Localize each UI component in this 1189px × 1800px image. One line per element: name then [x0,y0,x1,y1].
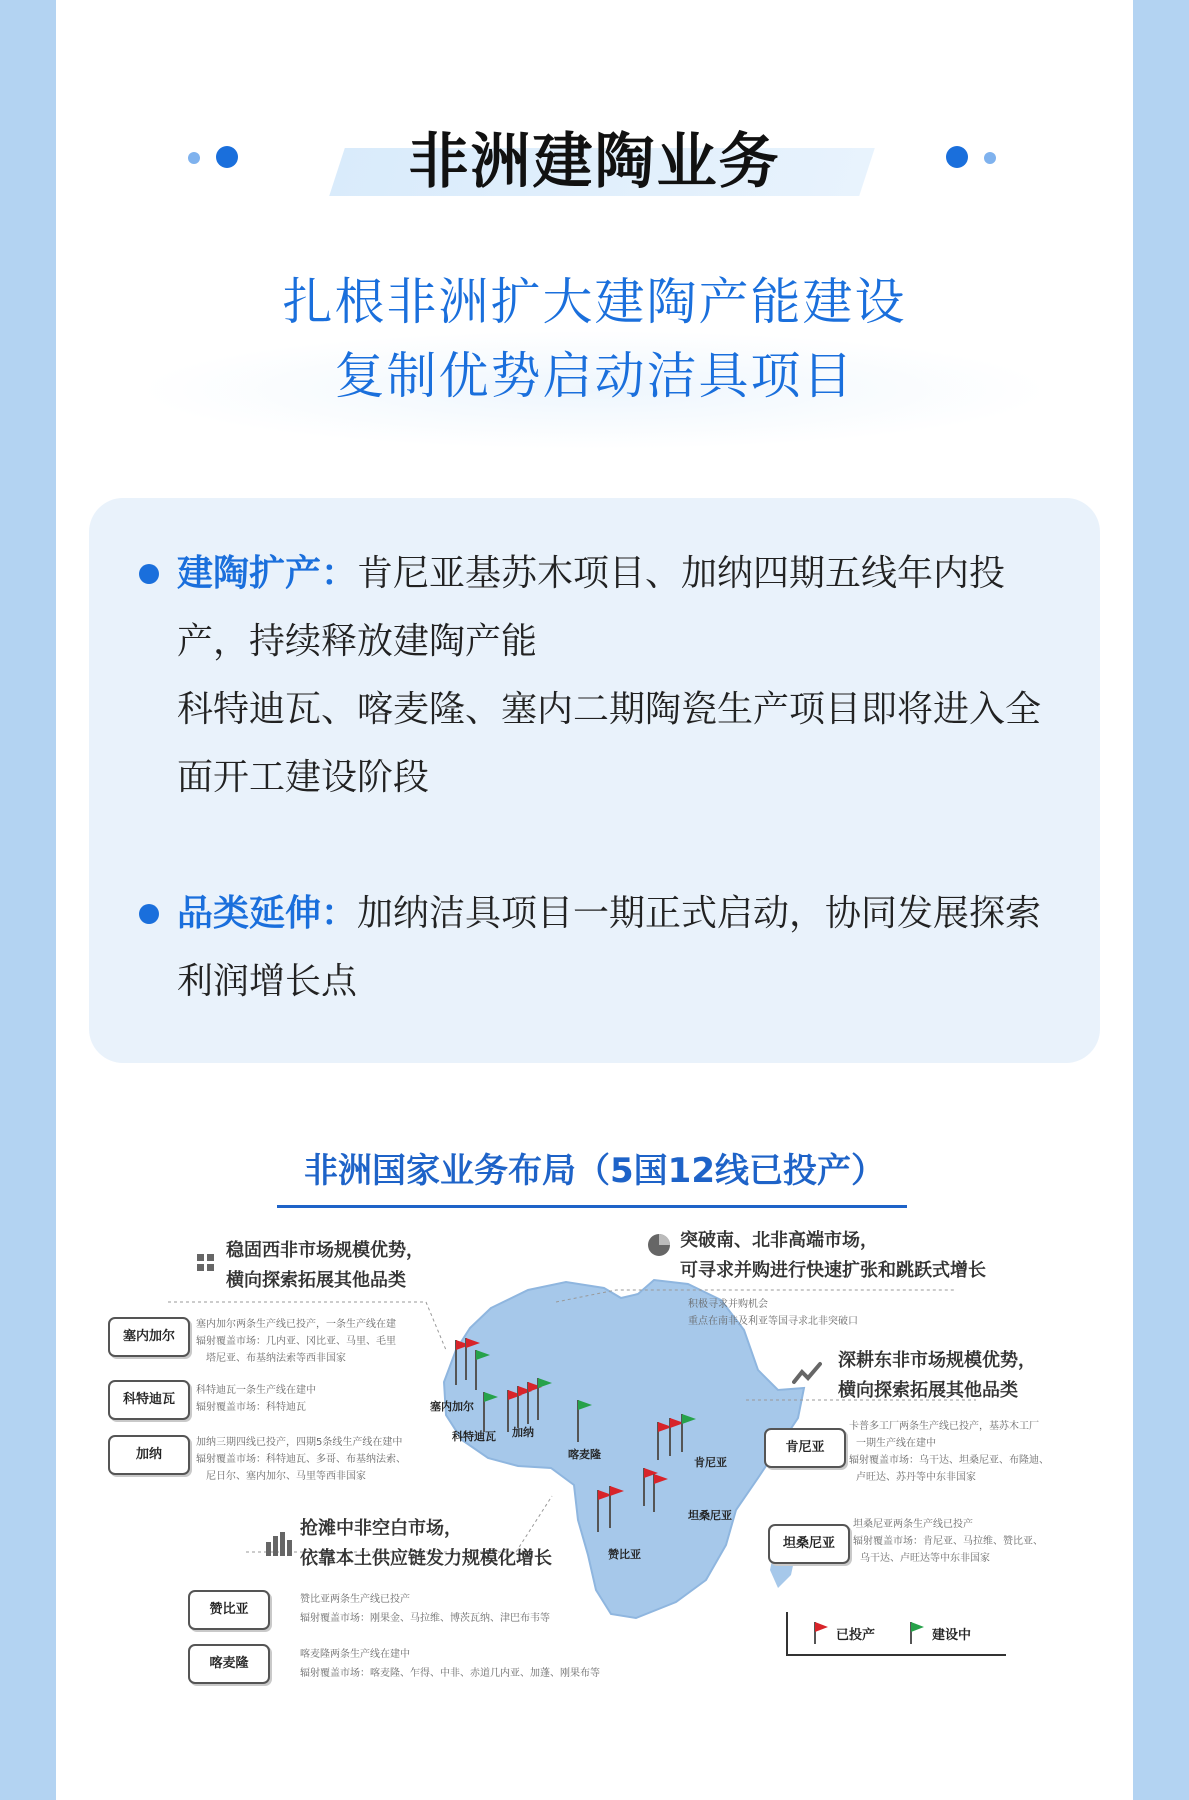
map-legend [786,1612,1006,1656]
bullet-text: 肯尼亚基苏木项目、加纳四期五线年内投产，持续释放建陶产能 [177,553,1006,662]
bullet-head: 品类延伸： [177,893,358,934]
country-box-kenya: 肯尼亚 [764,1428,846,1468]
east-heading-1: 深耕东非市场规模优势， [838,1350,1036,1371]
central-heading-2: 依靠本土供应链发力规模化增长 [300,1548,552,1569]
legend-done-label: 已投产 [836,1628,876,1643]
zambia-line-1: 赞比亚两条生产线已投产 [300,1594,410,1605]
cote-line-2: 辐射覆盖市场：科特迪瓦 [196,1402,306,1413]
map-title: 非洲国家业务布局（5国12线已投产） [304,1151,885,1191]
west-heading-2: 横向探索拓展其他品类 [226,1270,406,1291]
bullet-category [177,880,1052,1016]
country-box-zambia: 赞比亚 [188,1590,270,1630]
east-heading-2: 横向探索拓展其他品类 [838,1380,1018,1401]
tanzania-line-3: 乌干达、卢旺达等中东非国家 [860,1553,990,1564]
subtitle-line-2: 复制优势启动洁具项目 [334,347,855,405]
bullet-expansion-line-2: 科特迪瓦、喀麦隆、塞内二期陶瓷生产项目即将进入全面开工建设阶段 [177,689,1042,798]
north-line-1: 积极寻求并购机会 [688,1299,768,1310]
cameroon-line-2: 辐射覆盖市场：喀麦隆、乍得、中非、赤道几内亚、加蓬、刚果布等 [300,1668,600,1679]
ghana-line-1: 加纳三期四线已投产，四期5条线生产线在建中 [196,1437,403,1448]
flag-done-icon [812,1620,830,1644]
trend-icon [792,1360,822,1386]
ghana-line-3: 尼日尔、塞内加尔、马里等西非国家 [206,1471,366,1482]
tanzania-line-2: 辐射覆盖市场：肯尼亚、马拉维、赞比亚、 [853,1536,1043,1547]
tanzania-line-1: 坦桑尼亚两条生产线已投产 [853,1519,973,1530]
kenya-line-1: 卡普多工厂两条生产线已投产，基苏木工厂 [849,1421,1039,1432]
bullet-text: 加纳洁具项目一期正式启动，协同发展探索利润增长点 [177,893,1042,1002]
senegal-line-3: 塔尼亚、布基纳法索等西非国家 [206,1353,346,1364]
map-label-ghana: 加纳 [512,1426,534,1439]
country-box-tanzania: 坦桑尼亚 [768,1524,850,1564]
bullet-head: 建陶扩产： [177,553,358,594]
bullet-expansion [177,540,1052,676]
map-label-tanzania: 坦桑尼亚 [688,1509,732,1522]
map-label-senegal: 塞内加尔 [430,1400,474,1413]
country-box-senegal: 塞内加尔 [108,1317,190,1357]
legend-building-label: 建设中 [932,1628,972,1643]
cote-line-1: 科特迪瓦一条生产线在建中 [196,1385,316,1396]
north-heading-1: 突破南、北非高端市场， [680,1230,878,1251]
senegal-line-2: 辐射覆盖市场：几内亚、冈比亚、马里、毛里 [196,1336,396,1347]
kenya-line-4: 卢旺达、苏丹等中东非国家 [856,1472,976,1483]
grid-icon [197,1254,215,1272]
pie-chart-icon [646,1232,672,1258]
senegal-line-1: 塞内加尔两条生产线已投产，一条生产线在建 [196,1319,396,1330]
subtitle-line-1: 扎根非洲扩大建陶产能建设 [282,273,907,331]
bar-chart-icon [266,1532,292,1556]
zambia-line-2: 辐射覆盖市场：刚果金、马拉维、博茨瓦纳、津巴布韦等 [300,1613,550,1624]
map-title-underline [277,1205,907,1208]
kenya-line-2: 一期生产线在建中 [856,1438,936,1449]
page-title: 非洲建陶业务 [408,127,781,197]
bullet-dot-icon [139,904,159,924]
flag-building-icon [908,1620,926,1644]
north-heading-2: 可寻求并购进行快速扩张和跳跃式增长 [680,1260,986,1281]
bullet-dot-icon [139,564,159,584]
page [56,0,1133,1800]
kenya-line-3: 辐射覆盖市场：乌干达、坦桑尼亚、布隆迪、 [849,1455,1049,1466]
ghana-line-2: 辐射覆盖市场：科特迪瓦、多哥、布基纳法索、 [196,1454,406,1465]
cameroon-line-1: 喀麦隆两条生产线在建中 [300,1649,410,1660]
central-heading-1: 抢滩中非空白市场， [300,1518,462,1539]
north-line-2: 重点在南非及利亚等国寻求北非突破口 [688,1316,858,1327]
country-box-ghana: 加纳 [108,1435,190,1475]
country-box-cameroon: 喀麦隆 [188,1644,270,1684]
map-label-cameroon: 喀麦隆 [568,1448,601,1461]
map-label-cote: 科特迪瓦 [452,1430,496,1443]
west-heading-1: 稳固西非市场规模优势， [226,1240,424,1261]
map-label-zambia: 赞比亚 [608,1548,641,1561]
map-label-kenya: 肯尼亚 [694,1456,727,1469]
country-box-cote: 科特迪瓦 [108,1380,190,1420]
